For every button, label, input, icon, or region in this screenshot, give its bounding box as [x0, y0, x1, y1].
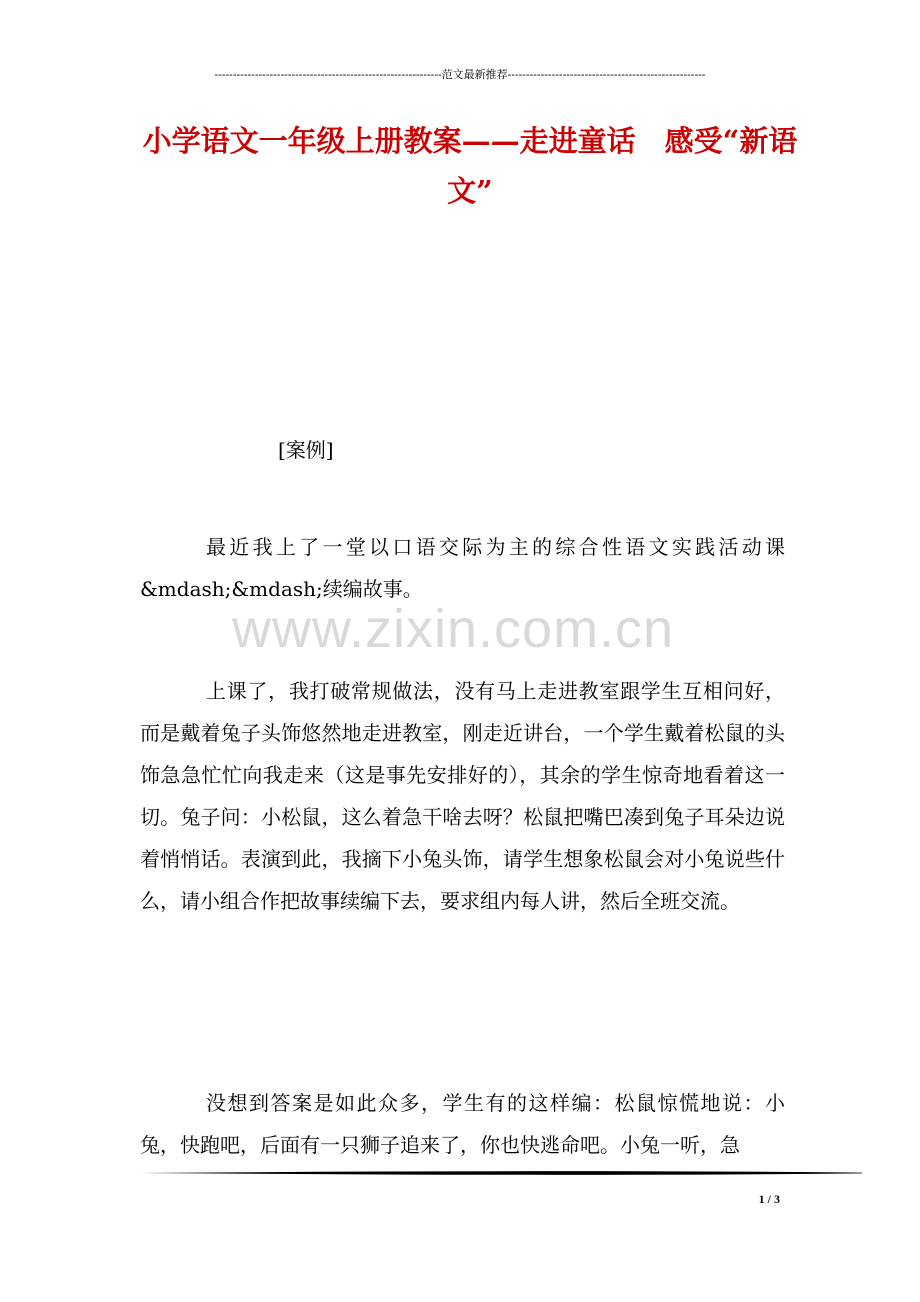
watermark-text: www.zixin.com.cn [232, 599, 675, 659]
paragraph-1: 最近我上了一堂以口语交际为主的综合性语文实践活动课&mdash;&mdash;续编故事。 [140, 535, 785, 601]
page-header: --------------------------------------------------------------范文最新推荐------------------------------------------------------ [214, 69, 706, 81]
paragraph-2: 上课了，我打破常规做法，没有马上走进教室跟学生互相问好，而是戴着兔子头饰悠然地走进教室，刚走近讲台，一个学生戴着松鼠的头饰急急忙忙向我走来（这是事先安排好的），其余的学生惊奇地看着这一切。兔子问：小松鼠，这么着急干啥去呀？松鼠把嘴巴凑到兔子耳朵边说着悄悄话。表演到此，我摘下小兔头饰，请学生想象松鼠会对小兔说些什么，请小组合作把故事续编下去，要求组内每人讲，然后全班交流。 [140, 679, 785, 913]
case-label: [案例] [278, 438, 334, 462]
document-title: 小学语文一年级上册教案——走进童话 感受“新语文” [142, 124, 798, 208]
paragraph-3: 没想到答案是如此众多，学生有的这样编：松鼠惊慌地说：小兔，快跑吧，后面有一只狮子追来了，你也快逃命吧。小兔一听，急 [140, 1091, 785, 1157]
footer-rule [140, 1168, 862, 1178]
page-number: 1 / 3 [758, 1192, 780, 1206]
